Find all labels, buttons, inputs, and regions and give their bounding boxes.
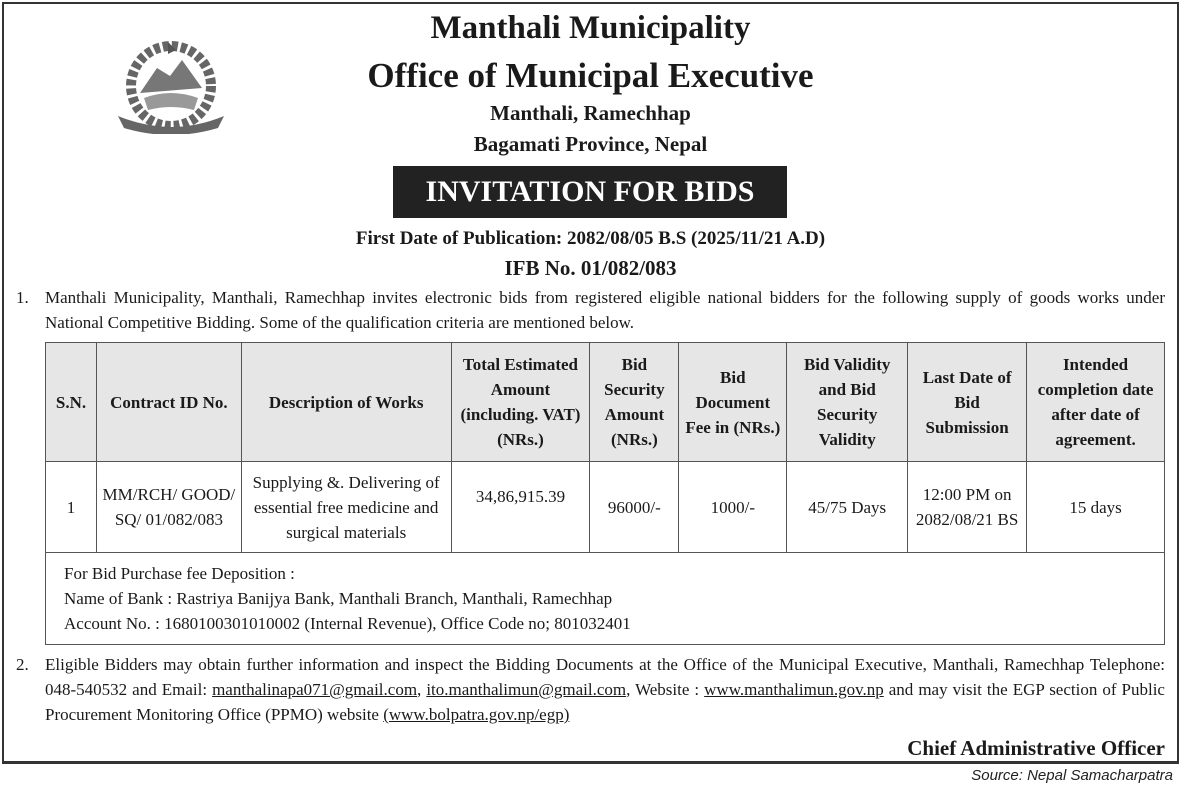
cell-document-fee: 1000/- (679, 462, 787, 553)
text: and may visit the EGP section of Public Procurement Monitoring Office (PPMO) website (45, 680, 1165, 724)
paragraph-text (45, 652, 1165, 727)
cell-bid-security: 96000/- (590, 462, 679, 553)
deposit-title: For Bid Purchase fee Deposition : (64, 564, 295, 583)
publication-date: First Date of Publication: 2082/08/05 B.S (2025/11/21 A.D) (355, 228, 826, 249)
office-location: Manthali, Ramechhap (490, 101, 691, 125)
email-link-2[interactable]: ito.manthalimun@gmail.com (426, 680, 627, 699)
cell-estimated-amount: 34,86,915.39 (451, 462, 590, 553)
signatory: Chief Administrative Officer (907, 736, 1165, 760)
title-banner: INVITATION FOR BIDS (393, 166, 787, 218)
column-header: Contract ID No. (96, 343, 241, 462)
column-header: Last Date of Bid Submission (908, 343, 1027, 462)
column-header: Bid Document Fee in (NRs.) (679, 343, 787, 462)
website-link[interactable]: www.manthalimun.gov.np (704, 680, 884, 699)
deposit-row (46, 553, 1165, 645)
text: , Website : (626, 680, 705, 699)
paragraph-text: Manthali Municipality, Manthali, Ramechhap invites electronic bids from registered eligible national bidders for the following supply of goods works under National Competitive Bidding. Some of the qualification criteria are mentioned below. (45, 288, 1165, 332)
egp-link[interactable]: (www.bolpatra.gov.np/egp) (383, 705, 570, 724)
email-link-1[interactable]: manthalinapa071@gmail.com (212, 680, 418, 699)
paragraph-number: 2. (16, 655, 29, 674)
ifb-number: IFB No. 01/082/083 (504, 256, 677, 280)
column-header: Bid Security Amount (NRs.) (590, 343, 679, 462)
cell-validity: 45/75 Days (787, 462, 908, 553)
column-header: Intended completion date after date of agreement. (1027, 343, 1165, 462)
bid-table (45, 342, 1165, 645)
source-credit: Source: Nepal Samacharpatra (971, 767, 1173, 784)
column-header: S.N. (46, 343, 97, 462)
cell-sn: 1 (46, 462, 97, 553)
column-header: Total Estimated Amount (including. VAT) (NRs.) (451, 343, 590, 462)
bank-name: Name of Bank : Rastriya Banijya Bank, Manthali Branch, Manthali, Ramechhap (64, 589, 613, 608)
cell-last-date: 12:00 PM on 2082/08/21 BS (908, 462, 1027, 553)
text: Eligible Bidders may obtain further information and inspect the Bidding Documents at the Office of the Municipal Executive, Manthali, Ramechhap Telephone: 048-540532 and Email: (45, 655, 1165, 699)
deposit-info (46, 553, 1165, 645)
province: Bagamati Province, Nepal (473, 132, 708, 156)
table-row (46, 462, 1165, 553)
text: , (417, 680, 427, 699)
municipality-name: Manthali Municipality (430, 10, 751, 46)
cell-contract-id: MM/RCH/ GOOD/ SQ/ 01/082/083 (96, 462, 241, 553)
paragraph-1 (16, 285, 1165, 335)
column-header: Bid Validity and Bid Security Validity (787, 343, 908, 462)
office-name: Office of Municipal Executive (367, 56, 814, 95)
paragraph-2 (16, 652, 1165, 727)
account-number: Account No. : 1680100301010002 (Internal Revenue), Office Code no; 801032401 (64, 614, 631, 633)
cell-description: Supplying &. Delivering of essential free medicine and surgical materials (241, 462, 451, 553)
cell-completion: 15 days (1027, 462, 1165, 553)
column-header: Description of Works (241, 343, 451, 462)
table-header-row (46, 343, 1165, 462)
paragraph-number: 1. (16, 288, 29, 307)
